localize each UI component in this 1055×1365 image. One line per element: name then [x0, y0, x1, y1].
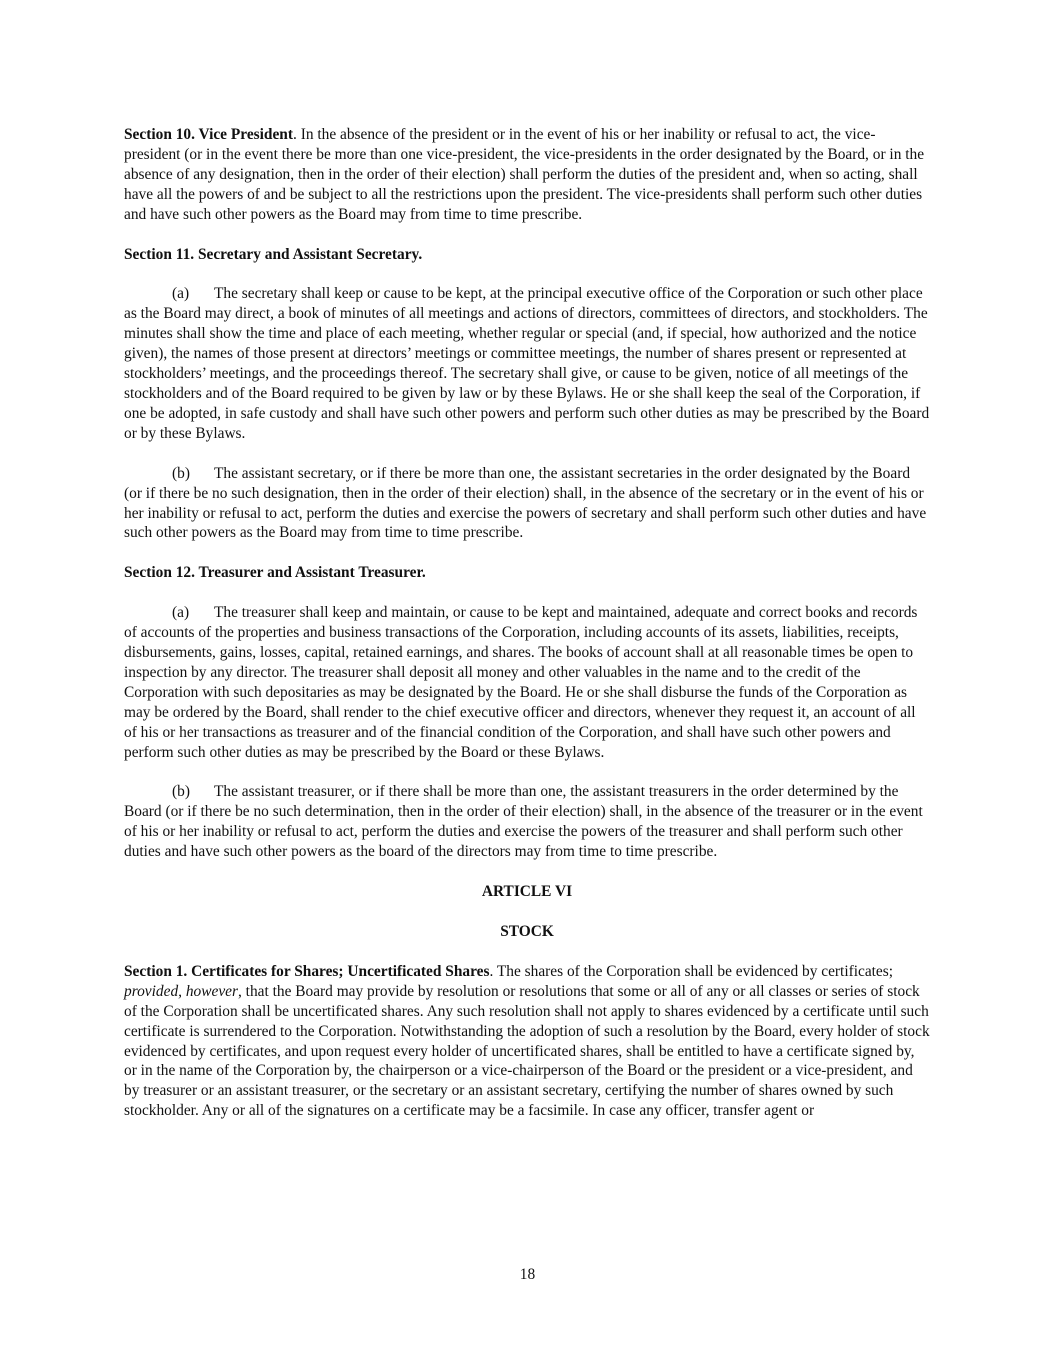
section-12-a-paragraph — [124, 603, 930, 762]
section-12-a-label: (a) — [172, 604, 190, 622]
section-11-a-label: (a) — [172, 285, 190, 303]
section-12-heading: Section 12. Treasurer and Assistant Treasurer. — [124, 564, 426, 582]
section-12-b-text: The assistant treasurer, or if there shall be more than one, the assistant treasurers in the order determined by the Board (or if there be no such determination, then in the order of their election) shall, in the absence of the treasurer or in the event of his or her inability or refusal to act, perform the duties and exercise the powers of the treasurer and shall perform such other duties and have such other powers as the board of the directors may from time to time prescribe. — [124, 783, 923, 861]
stock-section-1-text-before: . The shares of the Corporation shall be evidenced by certificates; — [489, 962, 894, 980]
stock-section-1-heading: Section 1. Certificates for Shares; Uncertificated Shares — [124, 962, 490, 980]
page-number: 18 — [519, 1266, 536, 1283]
section-11-a-text: The secretary shall keep or cause to be kept, at the principal executive office of the Corporation or such other place as the Board may direct, a book of minutes of all meetings and actions of directors, committees of directors, and stockholders. The minutes shall show the time and place of each meeting, whether regular or special (and, if special, how authorized and the notice given), the names of those present at directors’ meetings or committee meetings, the number of shares present or represented at stockholders’ meetings, and the proceedings thereof. The secretary shall give, or cause to be given, notice of all meetings of the stockholders and of the Board required to be given by law or by these Bylaws. He or she shall keep the seal of the Corporation, if one be adopted, in safe custody and shall have such other powers and perform such other duties as may be prescribed by the Board or by these Bylaws. — [124, 285, 930, 442]
section-11-heading: Section 11. Secretary and Assistant Secretary. — [124, 245, 423, 263]
stock-section-1-text-after: , that the Board may provide by resolution or resolutions that some or all of any or all classes or series of stock of the Corporation shall be uncertificated shares. Any such resolution shall not apply to shares evidenced by a certificate until such certificate is surrendered to the Corporation. Notwithstanding the adoption of such a resolution by the Board, every holder of stock evidenced by certificates, and upon request every holder of uncertificated shares, shall be entitled to have a certificate signed by, or in the name of the Corporation by, the chairperson or a vice-chairperson of the Board or the president or a vice-president, and by treasurer or an assistant treasurer, or the secretary or an assistant secretary, certifying the number of shares owned by such stockholder. Any or all of the signatures on a certificate may be a facsimile. In case any officer, transfer agent or — [124, 982, 930, 1120]
section-12-b-paragraph — [124, 782, 930, 862]
page-body — [124, 125, 930, 1141]
section-11-b-label: (b) — [172, 464, 190, 482]
section-10-paragraph — [124, 125, 930, 225]
stock-section-1-paragraph — [124, 962, 930, 1121]
section-12-b-label: (b) — [172, 783, 190, 801]
section-10-heading: Section 10. Vice President — [124, 126, 293, 143]
section-11-b-paragraph — [124, 464, 930, 544]
section-11-a-paragraph — [124, 284, 930, 443]
article-title: STOCK — [500, 923, 554, 940]
stock-section-1-italic: provided, however — [124, 982, 238, 1000]
section-10-text: . In the absence of the president or in the event of his or her inability or refusal to act, the vice-president (or in the event there be more than one vice-president, the vice-presidents in the order designated by the Board, or in the absence of any designation, then in the order of their election) shall perform the duties of the president and, when so acting, shall have all the powers of and be subject to all the restrictions upon the president. The vice-presidents shall perform such other duties and have such other powers as the Board may from time to time prescribe. — [124, 126, 925, 223]
section-12-a-text: The treasurer shall keep and maintain, or cause to be kept and maintained, adequate and correct books and records of accounts of the properties and business transactions of the Corporation, including accounts of its assets, liabilities, receipts, disbursements, gains, losses, capital, retained earnings, and shares. The books of account shall at all reasonable times be open to inspection by any director. The treasurer shall deposit all money and other valuables in the name and to the credit of the Corporation with such depositaries as may be designated by the Board. He or she shall disburse the funds of the Corporation as may be ordered by the Board, shall render to the chief executive officer and directors, whenever they request it, an account of all of his or her transactions as treasurer and of the financial condition of the Corporation, and shall have such other powers and perform such other duties as may be prescribed by the Board or these Bylaws. — [124, 604, 918, 761]
section-11-b-text: The assistant secretary, or if there be more than one, the assistant secretaries in the order designated by the Board (or if there be no such designation, then in the order of their election) shall, in the absence of the secretary or in the event of his or her inability or refusal to act, perform the duties and exercise the powers of secretary and shall perform such other duties and have such other powers as the Board may from time to time prescribe. — [124, 464, 927, 542]
article-number: ARTICLE VI — [481, 883, 573, 901]
